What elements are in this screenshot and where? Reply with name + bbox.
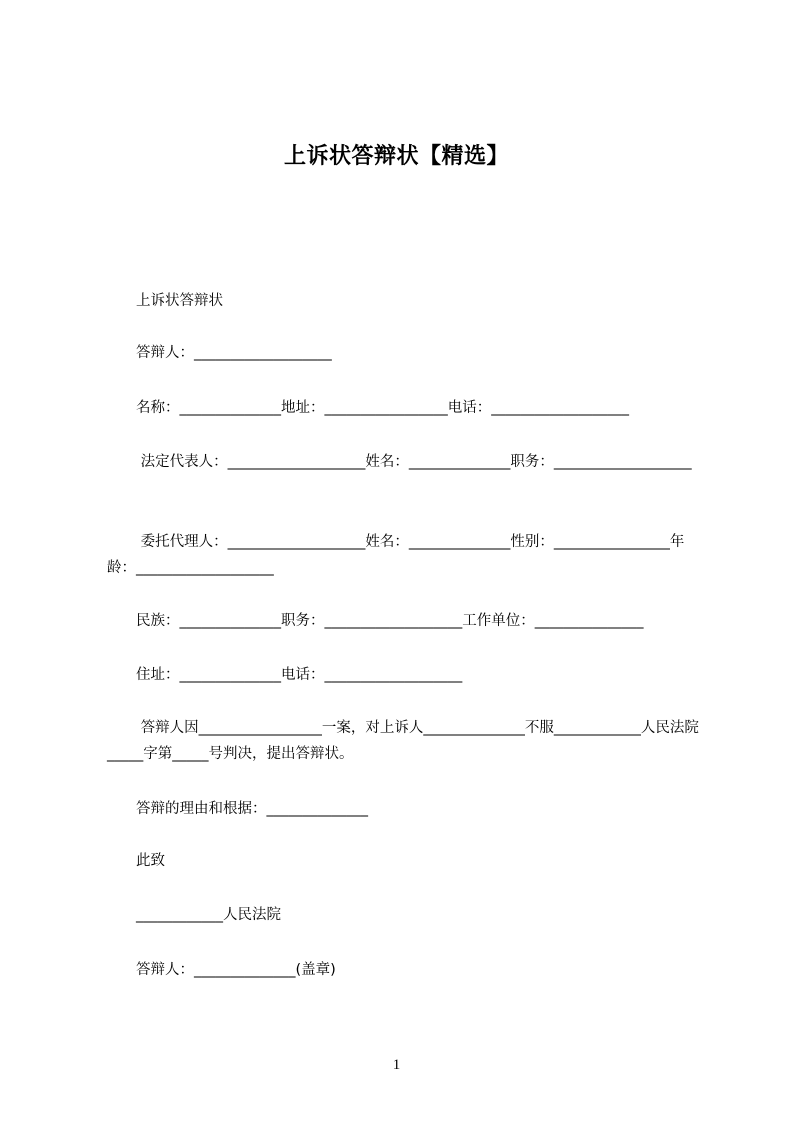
- page-title: 上诉状答辩状【精选】: [283, 144, 509, 169]
- paragraph-heading: 上诉状答辩状: [136, 293, 223, 309]
- paragraph-respondent: 答辩人：___________________: [136, 345, 332, 361]
- paragraph-case-statement: 答辩人因_________________一案，对上诉人______________不服____________人民法院_____字第_____号判决，提出答辩状。: [107, 720, 699, 762]
- paragraph-residence-phone: 住址：______________电话：___________________: [136, 667, 463, 683]
- paragraph-signature: 答辩人：______________(盖章): [136, 962, 336, 978]
- page-number: 1: [392, 1057, 401, 1073]
- paragraph-court: ____________人民法院: [136, 907, 281, 923]
- paragraph-reasons: 答辩的理由和根据：______________: [136, 801, 368, 817]
- paragraph-ethnicity-work: 民族：______________职务：___________________工作单位：_______________: [136, 613, 644, 629]
- paragraph-entrusted-agent: 委托代理人：___________________姓名：______________性别：________________年龄：___________________: [107, 534, 685, 576]
- paragraph-salutation: 此致: [136, 853, 165, 869]
- paragraph-name-address-phone: 名称：______________地址：_________________电话：___________________: [136, 400, 629, 416]
- paragraph-legal-representative: 法定代表人：___________________姓名：______________职务：___________________: [136, 454, 692, 470]
